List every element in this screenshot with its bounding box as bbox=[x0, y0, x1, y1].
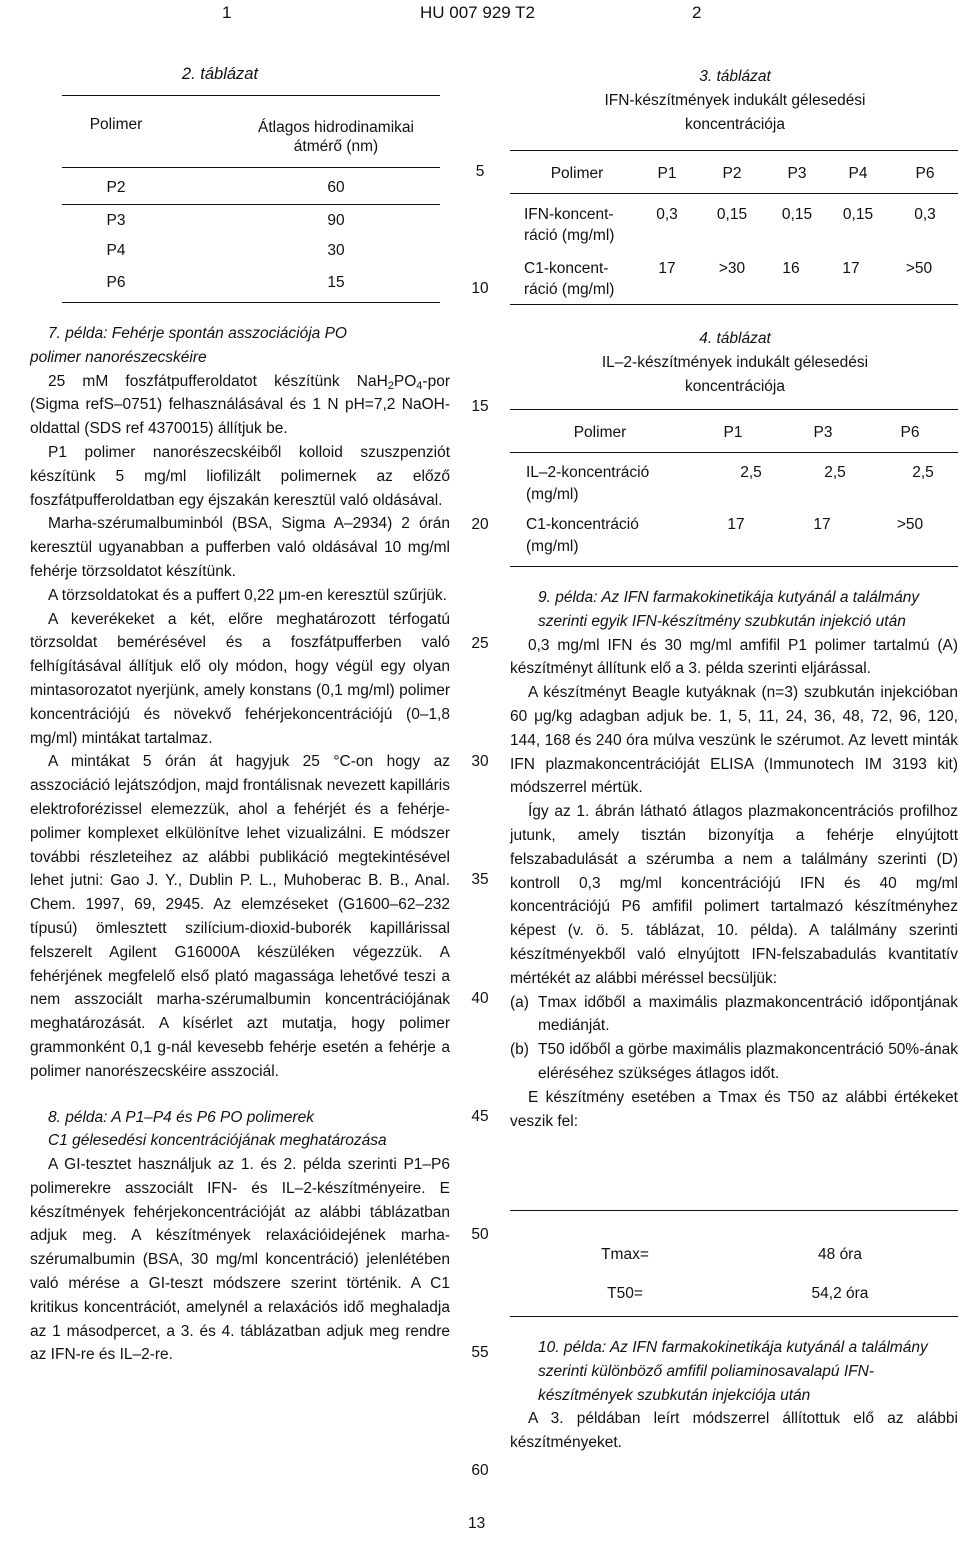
table-cell: IFN-koncent- bbox=[524, 206, 614, 223]
subscript: 4 bbox=[416, 379, 423, 392]
table-cell: C1-koncent- bbox=[524, 260, 609, 277]
table-cell: >50 bbox=[905, 260, 933, 277]
list-item-text: T50 időből a görbe maximális plazmakoncentráció 50%-ának eléréséhez szükséges átlagos időt. bbox=[538, 1041, 958, 1082]
line-number: 40 bbox=[471, 990, 489, 1007]
table-cell: IL–2-koncentráció bbox=[526, 464, 650, 481]
left-column bbox=[30, 322, 450, 1367]
line-number: 15 bbox=[471, 398, 489, 415]
document-id: HU 007 929 T2 bbox=[420, 3, 535, 22]
paragraph: 0,3 mg/ml IFN és 30 mg/ml amfifil P1 polimer tartalmú (A) készítményt állítunk elő a 3. példa szerinti eljárással. bbox=[510, 636, 958, 678]
table-cell: (mg/ml) bbox=[526, 538, 579, 555]
table-header: Polimer bbox=[550, 165, 604, 182]
table-header: P6 bbox=[900, 424, 920, 441]
header-left-page-number: 1 bbox=[222, 3, 232, 22]
line-number: 30 bbox=[471, 753, 489, 770]
table-3-subtitle: koncentrációja bbox=[685, 116, 785, 133]
table-header: P1 bbox=[657, 165, 677, 182]
table-cell: P3 bbox=[106, 212, 126, 229]
paragraph: A GI-tesztet használjuk az 1. és 2. példa szerinti P1–P6 polimerekre asszociált IFN- és IL–2-készítményeire. E készítmények fehérjekoncentrációját az alábbi táblázatban adjuk meg. A készítmények relaxációidejének marha-szérumalbumin (BSA, 30 mg/ml koncentráció) jelenlétében való mérése a GI-teszt módszere szerint történik. A C1 kritikus koncentrációt, amelynél a relaxációs idő meghaladja az 1 másodpercet, a 3. és 4. táblázatban adjuk meg rendre az IFN-re és IL–2-re. bbox=[30, 1156, 450, 1364]
line-number: 60 bbox=[471, 1462, 489, 1479]
table-cell: 30 bbox=[327, 242, 345, 259]
table-cell: ráció (mg/ml) bbox=[524, 227, 615, 244]
table-cell: 0,15 bbox=[716, 206, 748, 223]
example-8-heading: 8. példa: A P1–P4 és P6 PO polimerek bbox=[48, 1108, 314, 1126]
table-cell: (mg/ml) bbox=[526, 486, 579, 503]
table-cell: >50 bbox=[896, 516, 924, 533]
table-4-subtitle: IL–2-készítmények indukált gélesedési bbox=[601, 354, 869, 371]
list-marker: (a) bbox=[510, 993, 529, 1011]
paragraph: A törzsoldatokat és a puffert 0,22 μm-en keresztül szűrjük. bbox=[48, 586, 447, 604]
footer-page-number: 13 bbox=[468, 1515, 486, 1532]
line-number: 10 bbox=[471, 280, 489, 297]
table-header: P3 bbox=[787, 165, 807, 182]
paragraph: Marha-szérumalbuminból (BSA, Sigma A–2934) 2 órán keresztül ugyanabban a pufferben való oldásával 10 mg/ml fehérje törzsoldatot készítünk. bbox=[30, 515, 450, 580]
line-number: 5 bbox=[475, 163, 485, 180]
table-cell: 2,5 bbox=[740, 464, 762, 481]
example-7-heading: 7. példa: Fehérje spontán asszociációja PO bbox=[48, 325, 347, 342]
table-cell: ráció (mg/ml) bbox=[524, 281, 615, 298]
table-cell: 17 bbox=[658, 260, 676, 277]
table-cell: 0,3 bbox=[914, 206, 936, 223]
subscript: 2 bbox=[387, 379, 394, 392]
table-cell: >30 bbox=[718, 260, 746, 277]
table-header: P4 bbox=[848, 165, 868, 182]
table-3-subtitle: IFN-készítmények indukált gélesedési bbox=[604, 92, 866, 109]
line-number: 25 bbox=[471, 635, 489, 652]
paragraph bbox=[30, 370, 450, 441]
paragraph-part: PO bbox=[393, 372, 417, 390]
right-column bbox=[510, 586, 958, 1133]
table-4-title: 4. táblázat bbox=[699, 330, 771, 347]
table-cell: 15 bbox=[327, 274, 345, 291]
table-header: Polimer bbox=[573, 424, 627, 441]
table-cell: P2 bbox=[106, 179, 126, 196]
table-cell: 17 bbox=[727, 516, 745, 533]
header-right-page-number: 2 bbox=[692, 3, 702, 22]
table-cell: P6 bbox=[106, 274, 126, 291]
line-number: 55 bbox=[471, 1344, 489, 1361]
table-header: Átlagos hidrodinamikai bbox=[258, 119, 414, 136]
table-cell: C1-koncentráció bbox=[526, 516, 639, 533]
table-cell: 0,15 bbox=[781, 206, 813, 223]
paragraph-part: 25 mM foszfátpufferoldatot készítünk NaH bbox=[48, 372, 388, 390]
table-cell: 54,2 óra bbox=[811, 1285, 869, 1302]
list-item-text: Tmax időből a maximális plazmakoncentráció időpontjának mediánját. bbox=[538, 993, 958, 1035]
table-header: P2 bbox=[722, 165, 742, 182]
paragraph: E készítmény esetében a Tmax és T50 az alábbi értékeket veszik fel: bbox=[510, 1088, 958, 1130]
table-cell: 17 bbox=[842, 260, 860, 277]
paragraph: A készítményt Beagle kutyáknak (n=3) szubkután injekcióban 60 μg/kg adagban adjuk be. 1, 5, 11, 24, 36, 48, 72, 96, 120, 144, 168 és 240 óra múlva veszünk le szérumot. Az levett minták IFN plazmakoncentrációját ELISA (Immunotech IM 3193 kit) módszerrel mértük. bbox=[510, 684, 958, 797]
line-number: 45 bbox=[471, 1108, 489, 1125]
table-cell: 0,15 bbox=[842, 206, 874, 223]
table-cell: T50= bbox=[607, 1285, 643, 1302]
table-header: P6 bbox=[915, 165, 935, 182]
table-header: átmérő (nm) bbox=[293, 138, 379, 155]
table-cell: 2,5 bbox=[912, 464, 934, 481]
table-4-subtitle: koncentrációja bbox=[685, 378, 785, 395]
table-cell: 60 bbox=[327, 179, 345, 196]
line-number: 35 bbox=[471, 871, 489, 888]
example-7-heading: polimer nanorészecskéire bbox=[30, 348, 207, 366]
table-cell: 0,3 bbox=[656, 206, 678, 223]
paragraph: A mintákat 5 órán át hagyjuk 25 °C-on hogy az asszociáció lejátszódjon, majd frontálisnak nevezett kapilláris elektroforézissel elemezzük, ahol a fehérjét és a fehérje-polimer komplexet elkülönítve lehet vizualizálni. E módszer további részleteihez az alábbi publikáció megtekintésével lehet jutni: Gao J. Y., Dublin P. L., Muhoberac B. B., Anal. Chem. 1997, 69, 2945. Az elemzéseket (G1600–62–232 típusú) ömlesztett szilícium-dioxid-buborék kapillárissal felszerelt Agilent G16000A készüléken végezzük. A fehérjének megfelelő első plató magassága lehetővé teszi a nem asszociált marha-szérumalbumin koncentrációjának meghatározását. A kísérlet azt mutatja, hogy polimer grammonként 0,1 g-nál kevesebb fehérje esetén a fehérje a polimer nanorészecskéire asszociál. bbox=[30, 753, 450, 1080]
table-cell: P4 bbox=[106, 242, 126, 259]
paragraph: A 3. példában leírt módszerrel állítottuk elő az alábbi készítményeket. bbox=[510, 1410, 958, 1452]
example-8-heading: C1 gélesedési koncentrációjának meghatározása bbox=[48, 1132, 387, 1150]
table-cell: 16 bbox=[782, 260, 800, 277]
table-3-title: 3. táblázat bbox=[699, 68, 771, 85]
table-header: P3 bbox=[813, 424, 833, 441]
line-number: 20 bbox=[471, 516, 489, 533]
table-cell: 90 bbox=[327, 212, 345, 229]
example-10-heading: 10. példa: Az IFN farmakokinetikája kutyánál a találmány szerinti különböző amfifil poliaminosavalapú IFN-készítmények szubkután injekciója után bbox=[538, 1339, 928, 1404]
paragraph: A keverékeket a két, előre meghatározott térfogatú törzsoldat bemérésével és a foszfátpufferben való felhígításával állítjuk elő oly módon, hogy végül egy olyan mintasorozatot nyerjünk, amely konstans (0,1 mg/ml) polimer koncentrációjú és növekvő fehérjekoncentrációjú (0–1,8 mg/ml) mintákat tartalmaz. bbox=[30, 610, 450, 747]
table-cell: 17 bbox=[813, 516, 831, 533]
table-header: P1 bbox=[723, 424, 743, 441]
table-cell: Tmax= bbox=[601, 1246, 649, 1263]
table-cell: 2,5 bbox=[824, 464, 846, 481]
paragraph: Így az 1. ábrán látható átlagos plazmakoncentrációs profilhoz jutunk, amely tisztán bizonyítja a fehérje elnyújtott felszabadulását a szérumba a nem a találmány szerinti (D) kontroll 0,3 mg/ml koncentrációjú IFN és 40 mg/ml koncentrációjú P6 amfifil polimert tartalmazó készítményhez képest (v. ö. 5. táblázat, 10. példa). A találmány szerinti készítményekből való elnyújtott IFN-felszabadulás kvantitatív mértékét az alábbi méréssel becsüljük: bbox=[510, 803, 958, 987]
list-marker: (b) bbox=[510, 1041, 529, 1059]
table-cell: 48 óra bbox=[818, 1246, 862, 1263]
paragraph-part: -por (Sigma refS–0751) felhasználásával és 1 N pH=7,2 NaOH-oldattal (SDS ref 4370015) állítjuk be. bbox=[30, 372, 450, 438]
paragraph: P1 polimer nanorészecskéiből kolloid szuszpenziót készítünk 5 mg/ml liofilizált polimernek az előző foszfátpufferoldatban egy éjszakán keresztül való oldásával. bbox=[30, 443, 450, 509]
table-2-title: 2. táblázat bbox=[181, 65, 259, 83]
line-number: 50 bbox=[471, 1226, 489, 1243]
list-item bbox=[510, 991, 958, 1039]
right-column-lower bbox=[510, 1336, 958, 1455]
example-9-heading: 9. példa: Az IFN farmakokinetikája kutyánál a találmány szerinti egyik IFN-készítmény szubkután injekció után bbox=[538, 589, 920, 630]
table-header: Polimer bbox=[89, 116, 143, 133]
list-item bbox=[510, 1038, 958, 1086]
